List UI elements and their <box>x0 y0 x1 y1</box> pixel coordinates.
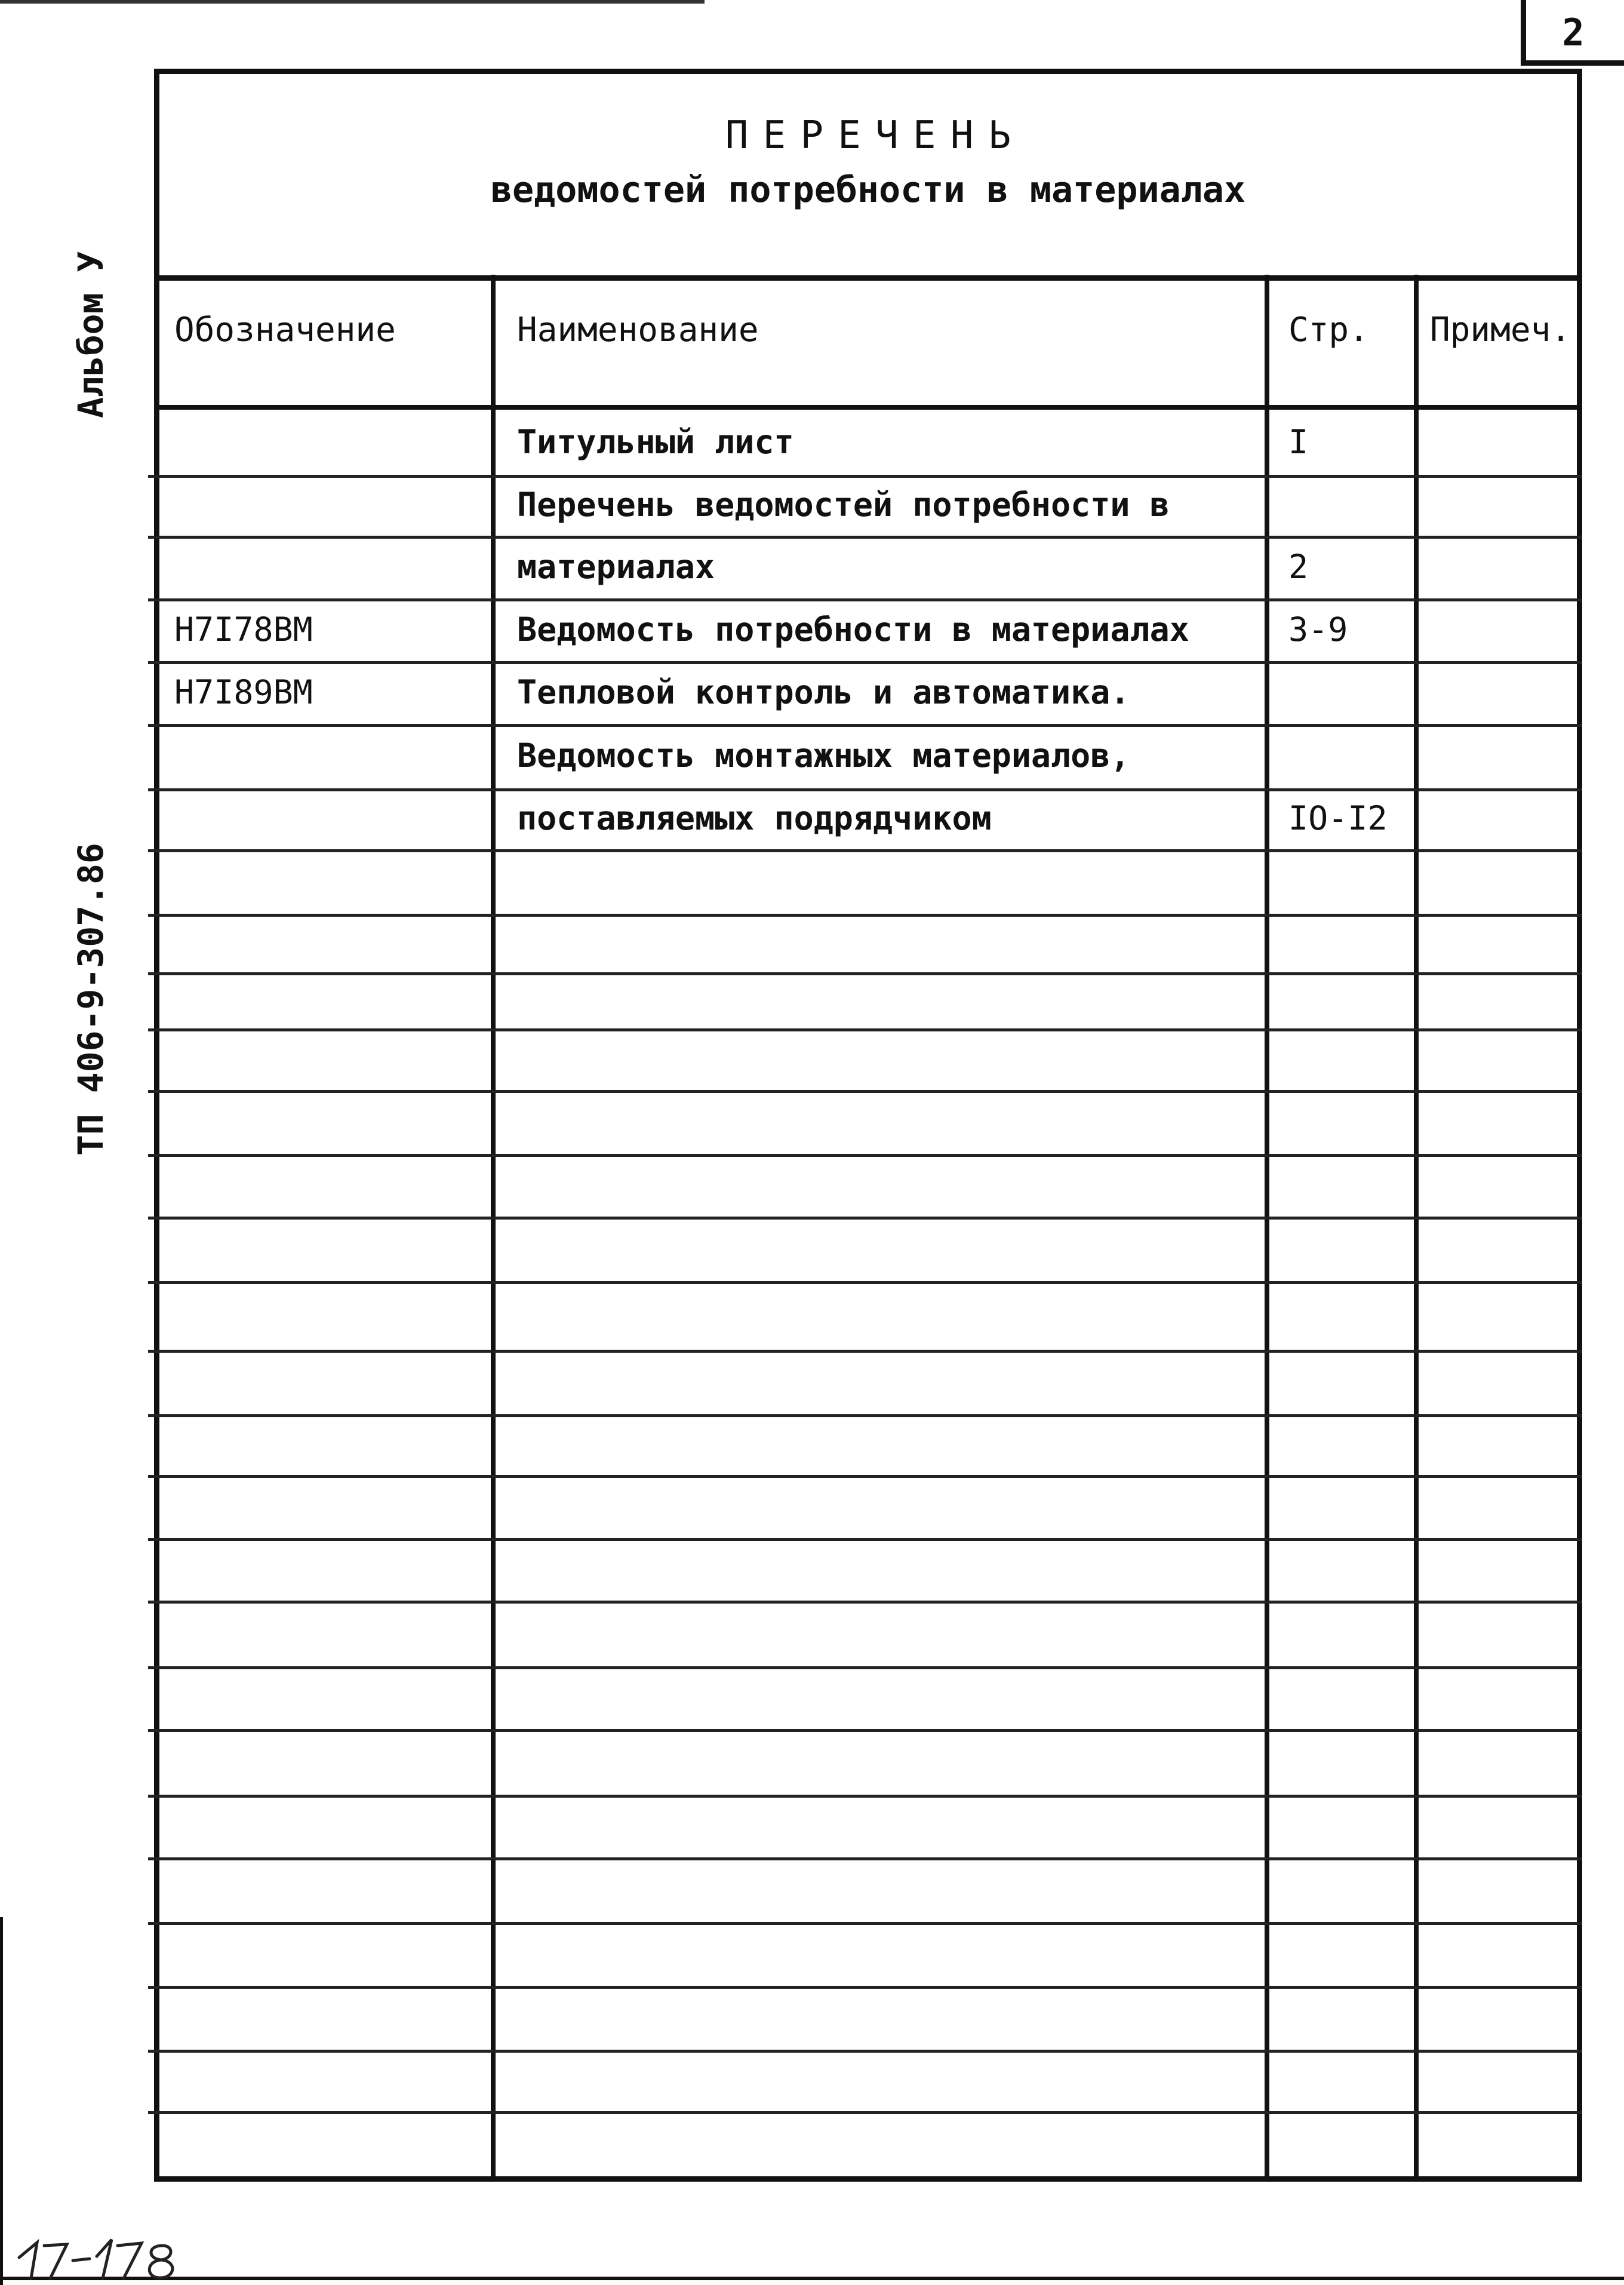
table-row-divider <box>148 1729 1582 1732</box>
table-row-divider <box>148 1217 1582 1220</box>
table-row-divider <box>148 849 1582 852</box>
handwritten-inventory-number <box>13 2222 192 2284</box>
sheet-number: 2 <box>1562 11 1585 54</box>
side-album-label: Альбом У <box>70 251 111 418</box>
table-row-divider <box>148 1538 1582 1541</box>
table-row-divider <box>148 475 1582 478</box>
column-header-note: Примеч. <box>1430 311 1571 349</box>
table-row-divider <box>148 788 1582 791</box>
table-cell-page: I <box>1288 423 1309 461</box>
table-row-divider <box>148 1414 1582 1417</box>
table-cell-name: Титульный лист <box>517 423 794 461</box>
table-row-divider <box>148 724 1582 727</box>
table-cell-page: 2 <box>1288 548 1309 586</box>
sheet-left-edge <box>0 1917 3 2285</box>
table-cell-name: поставляемых подрядчиком <box>517 799 992 837</box>
table-cell-name: Ведомость монтажных материалов, <box>517 736 1130 775</box>
table-cell-page: IO-I2 <box>1288 799 1388 837</box>
table-cell-name: Перечень ведомостей потребности в <box>517 486 1170 524</box>
table-row-divider <box>148 914 1582 917</box>
table-row-divider <box>148 972 1582 975</box>
table-row-divider <box>148 2050 1582 2053</box>
column-divider-designation <box>491 275 496 2182</box>
document-header <box>154 69 1582 281</box>
table-row-divider <box>148 1281 1582 1284</box>
page-subtitle: ведомостей потребности в материалах <box>490 169 1246 211</box>
table-row-divider <box>148 1028 1582 1031</box>
table-row-divider <box>148 1601 1582 1604</box>
handwritten-signature <box>13 2222 192 2281</box>
table-row-divider <box>148 1666 1582 1669</box>
table-cell-designation: Н7I89ВМ <box>174 673 313 711</box>
column-header-name: Наименование <box>517 311 759 349</box>
column-header-page: Стр. <box>1288 311 1369 349</box>
table-cell-name: Ведомость потребности в материалах <box>517 610 1189 649</box>
table-cell-name: материалах <box>517 548 715 586</box>
table-cell-name: Тепловой контроль и автоматика. <box>517 673 1130 711</box>
column-header-designation: Обозначение <box>174 311 396 349</box>
side-document-code: ТП 406-9-307.86 <box>70 843 111 1156</box>
table-row-divider <box>148 1857 1582 1860</box>
page-title: ПЕРЕЧЕНЬ <box>725 113 1026 158</box>
table-row-divider <box>148 1350 1582 1353</box>
table-header-divider <box>154 405 1582 410</box>
table-cell-designation: Н7I78ВМ <box>174 610 313 649</box>
table-cell-page: 3-9 <box>1288 610 1348 649</box>
column-divider-name <box>1265 275 1269 2182</box>
top-edge-rule <box>0 0 705 4</box>
document-frame <box>154 69 1582 2182</box>
table-row-divider <box>148 1090 1582 1093</box>
table-row-divider <box>148 1475 1582 1478</box>
table-row-divider <box>148 1986 1582 1989</box>
sheet-bottom-rule <box>0 2277 1624 2280</box>
table-row-divider <box>148 2111 1582 2114</box>
table-row-divider <box>148 661 1582 664</box>
column-divider-page <box>1414 275 1419 2182</box>
table-row-divider <box>148 1154 1582 1157</box>
table-row-divider <box>148 1922 1582 1925</box>
table-row-divider <box>148 598 1582 601</box>
table-row-divider <box>148 1795 1582 1798</box>
table-row-divider <box>148 536 1582 539</box>
